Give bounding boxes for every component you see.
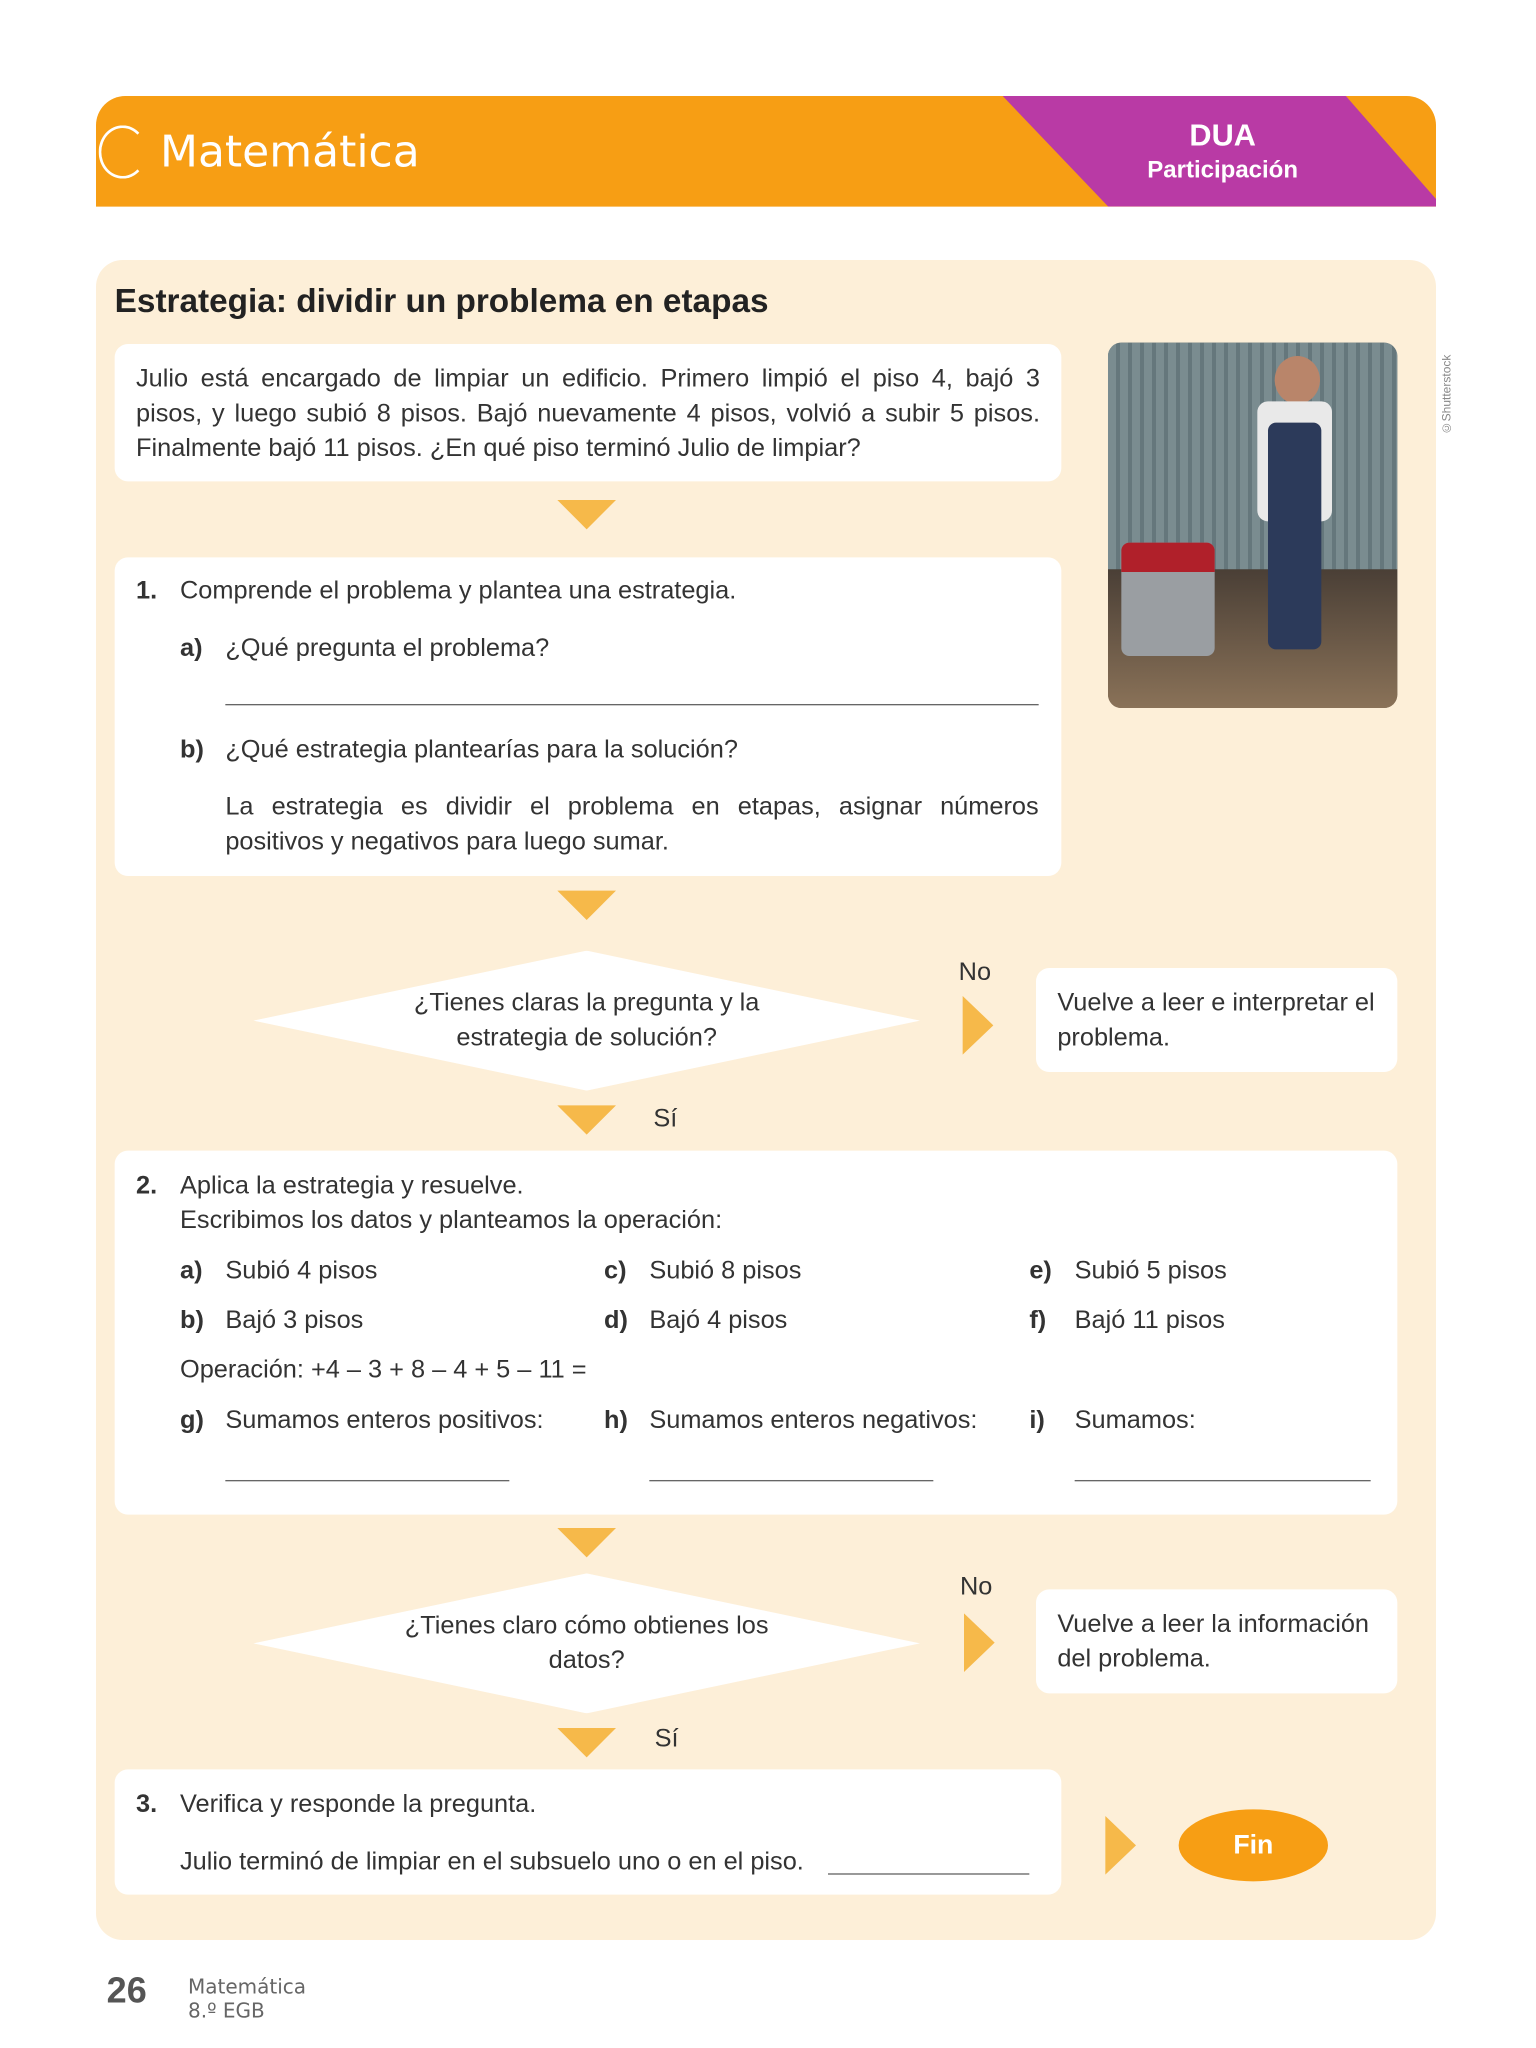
- sum-label: h): [603, 1406, 628, 1435]
- header-banner: [96, 96, 1436, 207]
- item-label: d): [603, 1306, 628, 1335]
- arrow-down-icon: [557, 1728, 616, 1757]
- item-text: Bajó 11 pisos: [1074, 1306, 1225, 1335]
- page-number: 26: [106, 1970, 147, 2011]
- decision1-no-action: Vuelve a leer e interpretar el problema.: [1057, 989, 1375, 1052]
- sum-text: Sumamos enteros positivos:: [225, 1406, 544, 1435]
- answer-line-final[interactable]: [828, 1873, 1029, 1874]
- step2-subtitle: Escribimos los datos y planteamos la operación:: [179, 1206, 723, 1235]
- step1-number: 1.: [135, 577, 158, 606]
- arrow-right-icon: [964, 1613, 995, 1672]
- decision1-no-box: [1036, 968, 1397, 1072]
- end-label: Fin: [1233, 1830, 1274, 1860]
- photo-credit: ©Shutterstock: [1439, 354, 1454, 435]
- problem-text: Julio está encargado de limpiar un edificio. Primero limpió el piso 4, bajó 3 pisos, y luego subió 8 pisos. Bajó nuevamente 4 pisos, volvió a subir 5 pisos. Finalmente bajó 11 pisos. ¿En qué piso terminó Julio de limpiar?: [135, 365, 1040, 463]
- item-label: b): [179, 1306, 204, 1335]
- page-title: Estrategia: dividir un problema en etapas: [114, 282, 769, 320]
- step1-a-label: a): [179, 634, 203, 663]
- step1-b-question: ¿Qué estrategia plantearías para la solución?: [225, 735, 738, 764]
- decision2-yes-label: Sí: [654, 1725, 679, 1754]
- step3-box: [115, 1769, 1062, 1894]
- step1-a-question: ¿Qué pregunta el problema?: [225, 634, 550, 663]
- arrow-down-icon: [557, 891, 616, 920]
- decision2-no-label: No: [959, 1573, 993, 1602]
- sum-label: g): [179, 1406, 204, 1435]
- decision1-question: ¿Tienes claras la pregunta y la estrategia de solución?: [413, 989, 760, 1052]
- answer-line-g[interactable]: [225, 1480, 509, 1481]
- end-oval: [1179, 1809, 1328, 1881]
- step1-box: [115, 557, 1062, 876]
- arrow-right-icon: [1105, 1816, 1136, 1875]
- answer-line-a[interactable]: [225, 704, 1038, 705]
- decision2-question: ¿Tienes claro cómo obtienes los datos?: [404, 1611, 769, 1675]
- decision1-yes-label: Sí: [653, 1105, 678, 1134]
- sum-text: Sumamos:: [1074, 1406, 1196, 1435]
- operation: Operación: +4 – 3 + 8 – 4 + 5 – 11 =: [179, 1355, 587, 1384]
- answer-line-i[interactable]: [1075, 1480, 1371, 1481]
- arrow-down-icon: [557, 500, 616, 529]
- step3-number: 3.: [135, 1790, 158, 1819]
- worker-photo: [1108, 343, 1397, 708]
- dua-badge-subtitle: Participación: [1147, 155, 1299, 183]
- item-label: a): [179, 1257, 203, 1286]
- item-text: Subió 5 pisos: [1074, 1257, 1227, 1286]
- arrow-right-icon: [963, 996, 994, 1055]
- item-label: c): [603, 1257, 627, 1286]
- answer-line-h[interactable]: [649, 1480, 933, 1481]
- item-label: f): [1029, 1306, 1047, 1335]
- subject-title: Matemática: [159, 125, 420, 178]
- sum-text: Sumamos enteros negativos:: [649, 1406, 978, 1435]
- step2-title: Aplica la estrategia y resuelve.: [179, 1171, 524, 1200]
- step3-title: Verifica y responde la pregunta.: [179, 1790, 537, 1819]
- decision2-no-action: Vuelve a leer la información del problema.: [1057, 1610, 1370, 1674]
- decision1-no-label: No: [958, 958, 992, 987]
- arrow-down-icon: [557, 1528, 616, 1557]
- step2-box: [115, 1151, 1398, 1515]
- item-text: Bajó 4 pisos: [649, 1306, 788, 1335]
- sum-label: i): [1029, 1406, 1045, 1435]
- decision2-no-box: [1036, 1589, 1397, 1693]
- footer-grade: 8.º EGB: [187, 1998, 265, 2023]
- subject-logo-icon: [99, 125, 147, 178]
- arrow-down-icon: [557, 1105, 616, 1134]
- item-text: Subió 4 pisos: [225, 1257, 378, 1286]
- step2-number: 2.: [135, 1171, 158, 1200]
- step3-answer: Julio terminó de limpiar en el subsuelo uno o en el piso.: [179, 1847, 804, 1876]
- problem-box: [115, 344, 1062, 481]
- dua-badge-title: DUA: [1189, 117, 1256, 152]
- footer-subject: Matemática: [187, 1974, 307, 1999]
- item-text: Subió 8 pisos: [649, 1257, 802, 1286]
- item-label: e): [1029, 1257, 1052, 1286]
- step1-b-answer: La estrategia es dividir el problema en etapas, asignar números positivos y negativos para luego sumar.: [225, 793, 1039, 856]
- step1-b-label: b): [179, 735, 204, 764]
- step1-title: Comprende el problema y plantea una estrategia.: [179, 577, 737, 606]
- item-text: Bajó 3 pisos: [225, 1306, 364, 1335]
